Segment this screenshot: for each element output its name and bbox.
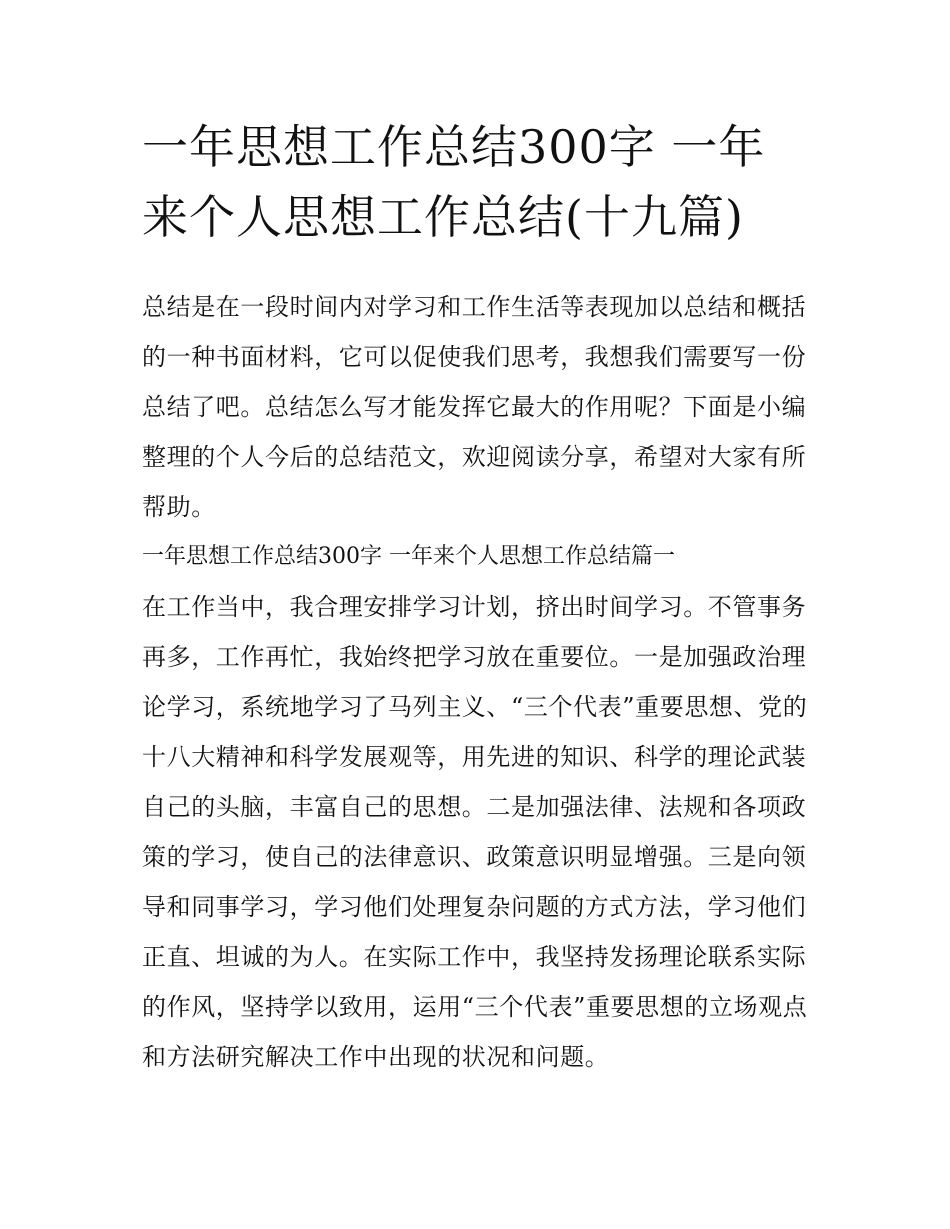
title-line: 来个人思想工作总结(十九篇) [142,190,744,244]
text-line: 策的学习，使自己的法律意识、政策意识明显增强。三是向领 [142,843,807,871]
document-title [142,112,812,252]
text-line: 的作风，坚持学以致用，运用“三个代表”重要思想的立场观点 [142,993,808,1021]
text-line: 自己的头脑，丰富自己的思想。二是加强法律、法规和各项政 [142,793,807,821]
text-line: 总结了吧。总结怎么写才能发挥它最大的作用呢？下面是小编 [142,393,807,421]
title-line: 一年思想工作总结300字 一年 [142,120,766,174]
text-line: 的一种书面材料，它可以促使我们思考，我想我们需要写一份 [142,343,807,371]
text-line: 再多，工作再忙，我始终把学习放在重要位。一是加强政治理 [142,643,807,671]
document-content [142,112,812,1082]
intro-paragraph [142,282,812,532]
text-line: 帮助。 [142,493,216,521]
text-line: 论学习，系统地学习了马列主义、“三个代表”重要思想、党的 [142,693,808,721]
text-line: 十八大精神和科学发展观等，用先进的知识、科学的理论武装 [142,743,807,771]
text-line: 和方法研究解决工作中出现的状况和问题。 [142,1043,610,1071]
text-line: 整理的个人今后的总结范文，欢迎阅读分享，希望对大家有所 [142,443,807,471]
text-line: 在工作当中，我合理安排学习计划，挤出时间学习。不管事务 [142,593,807,621]
section-heading: 一年思想工作总结300字 一年来个人思想工作总结篇一 [142,544,675,569]
body-paragraph [142,582,812,1082]
text-line: 导和同事学习，学习他们处理复杂问题的方式方法，学习他们 [142,893,807,921]
text-line: 总结是在一段时间内对学习和工作生活等表现加以总结和概括 [142,293,807,321]
text-line: 正直、坦诚的为人。在实际工作中，我坚持发扬理论联系实际 [142,943,807,971]
